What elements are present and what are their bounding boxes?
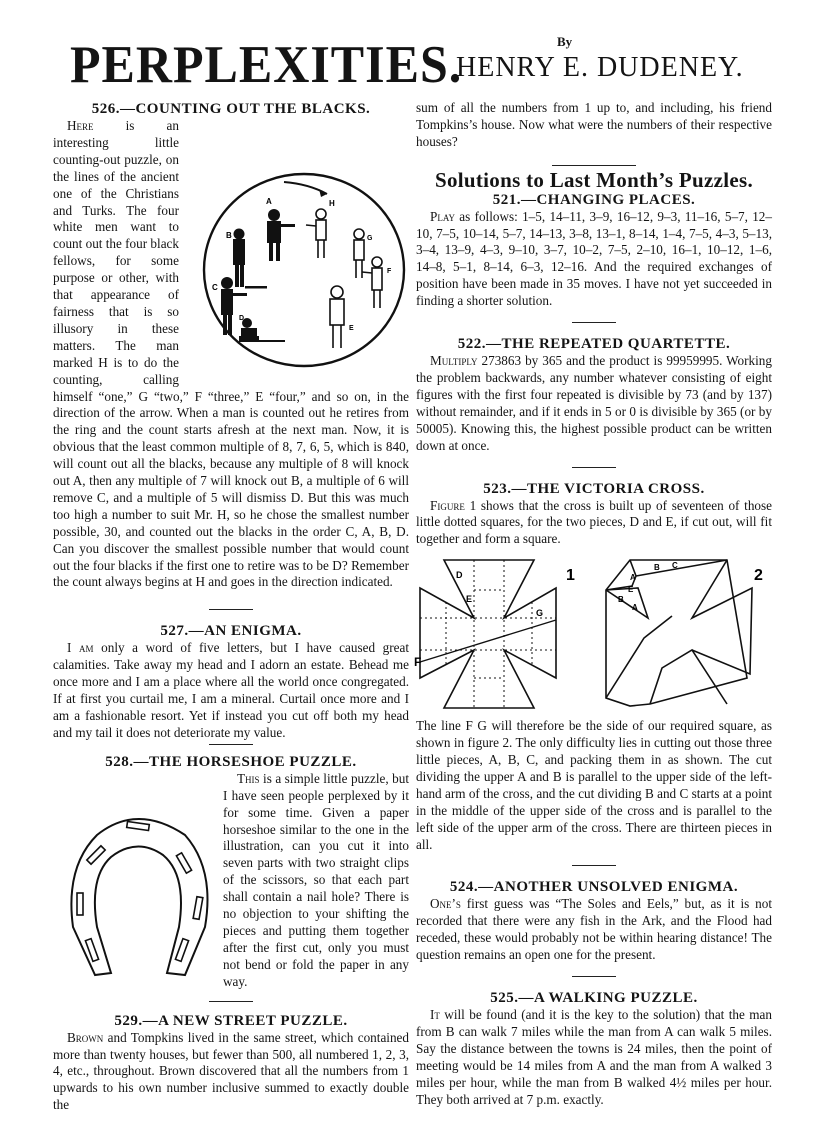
white-man-e xyxy=(330,286,344,348)
puzzle-526-lead: Here xyxy=(67,118,94,133)
puzzle-528 xyxy=(53,753,409,991)
solution-522-body: 273863 by 365 and the product is 99959995. Working the problem backwards, any number whatever consisting of eight figures with the first four repeated is divisible by 73 (and by 137) without remainder, and if it ends in 5 or 0 is divisible by 365 (or by 50005). Knowing this, the highest possible product can be written down at once. xyxy=(416,353,772,453)
figure-label-g: G xyxy=(367,235,373,242)
black-man-a xyxy=(267,209,295,261)
cross-label-g: G xyxy=(536,608,544,619)
puzzle-529-lead: Brown xyxy=(67,1029,104,1045)
puzzle-526-text xyxy=(53,118,409,591)
figure-label-f: F xyxy=(387,268,392,275)
white-man-g xyxy=(354,229,364,278)
solutions-heading: Solutions to Last Month’s Puzzles. xyxy=(434,167,754,192)
solution-524 xyxy=(416,878,772,964)
byline-by: By xyxy=(557,34,573,49)
section-divider xyxy=(209,1001,253,1002)
solution-523-text-1 xyxy=(416,498,772,549)
puzzle-529-body: and Tompkins lived in the same street, which contained more than twenty houses, but fewer than 500, all numbered 1, 2, 3, 4, etc., throughout. Brown discovered that all the numbers from 1 upwards to his own number inclusive summed to exactly double the xyxy=(53,1029,409,1113)
horseshoe-figure xyxy=(53,807,213,982)
puzzle-526-body: is an interesting little counting-out puzzle, on the lines of the ancient one of the Christians and Turks. The four white men want to count out the four black fellows, for some purpose or other, with that appearance of fairness that is so illusory in these matters. The man marked H is to do the counting, calling himself “one,” G “two,” F “three,” E “four,” and so on, in the direction of the arrow. When a man is counted out he retires from the ring and the count starts afresh at the next man. Now, it is obvious that the least common multiple of 8, 7, 6, 5, which is 840, will count out all the blacks, because any multiple of 8 will knock out A, then any multiple of 7 will knock out B, a multiple of 6 will remove C, and a multiple of 5 will dismiss D. But this was much too high a number to suit Mr. H, so he chose the smallest number possible, 30, and counted out the blacks in the order C, A, B, D. Can you discover the smallest possible number that would count out the four blacks if the first one to retire was to be D? Remember the count always begins at H and goes in the direction indicated. xyxy=(53,118,409,590)
cross-figure-2 xyxy=(602,558,772,708)
puzzle-527-heading: 527.—AN ENIGMA. xyxy=(160,623,302,640)
section-divider xyxy=(572,322,616,323)
solution-523-text-2: The line F G will therefore be the side of our required square, as shown in figure 2. The only difficulty lies in cutting out those three little pieces, A, B, C, and packing them in as shown. The cut dividing the upper A and B is parallel to the upper side of the left-hand arm of the cross, and the cut dividing B and C starts at a point in the middle of the upper side of the cross and is parallel to the left side of the upper arm of the cross. There are thirteen pieces in all. xyxy=(416,718,772,852)
puzzle-526 xyxy=(53,100,409,591)
figure-label-b: B xyxy=(226,231,232,240)
puzzle-526-heading: 526.—COUNTING OUT THE BLACKS. xyxy=(91,101,371,117)
solution-522-lead: Multiply xyxy=(430,353,478,369)
figure-label-h: H xyxy=(329,199,335,208)
section-divider xyxy=(209,744,253,745)
black-man-d xyxy=(239,318,285,342)
puzzle-527-text xyxy=(53,640,409,741)
cross2-label-a2: A xyxy=(632,603,638,613)
section-divider xyxy=(572,865,616,866)
cross-figure-1 xyxy=(416,558,586,708)
solution-522-text xyxy=(416,353,772,454)
section-divider xyxy=(552,165,636,166)
solution-524-heading: 524.—ANOTHER UNSOLVED ENIGMA. xyxy=(449,879,739,896)
cross2-label-c: C xyxy=(672,561,678,571)
solution-523-lead: Figure xyxy=(430,497,465,513)
puzzle-528-body: is a simple little puzzle, but I have seen people perplexed by it for some time. Given a paper horseshoe similar to the one in the illustration, can you cut it into seven parts with two straight clips of the scissors, so that each part shall contain a nail hole? There is no objection to your shifting the pieces and putting them together after the first cut, only you must not bend or fold the paper in any way. xyxy=(223,770,409,989)
solution-525-heading: 525.—A WALKING PUZZLE. xyxy=(490,990,698,1007)
right-column xyxy=(416,100,772,1109)
solution-525-body: will be found (and it is the key to the solution) that the man from B can walk 7 miles while the man from A can walk 5 miles. Say the distance between the towns is 24 miles, then the point of meeting would be 14 miles from A and the man from A walked 3 miles per hour, while the man from B walked 4½ miles per hour. They both arrived at 7 p.m. exactly. xyxy=(416,1007,772,1107)
solution-521-text xyxy=(416,209,772,310)
section-divider xyxy=(572,467,616,468)
figure-label-c: C xyxy=(212,283,218,292)
solution-523-heading: 523.—THE VICTORIA CROSS. xyxy=(483,480,705,497)
solution-521-heading: 521.—CHANGING PLACES. xyxy=(492,191,696,208)
puzzle-527 xyxy=(53,622,409,741)
cross-label-f: F xyxy=(414,655,422,670)
cross2-label-b: B xyxy=(654,563,660,573)
solution-521-lead: Play xyxy=(430,208,456,224)
puzzle-528-heading: 528.—THE HORSESHOE PUZZLE. xyxy=(105,753,357,770)
page-title: PERPLEXITIES. xyxy=(70,34,463,94)
white-man-h xyxy=(306,209,326,258)
solution-521-body: as follows: 1–5, 14–11, 3–9, 16–12, 9–3, 11–16, 5–7, 12–10, 7–5, 10–14, 5–7, 14–13, 3–8, 13–1, 8–14, 1–4, 7–5, 4–3, 5–13, 3–4, 13–9, 4–3, 9–10, 3–7, 10–2, 7–5, 2–10, 16–1, 10–12, 1–6, 14–8, 5–1, 8–14, 6–3, 12–16. And the required exchanges of position have been made in 35 moves. I have not yet succeeded in finding a shorter solution. xyxy=(416,208,772,309)
section-divider xyxy=(572,976,616,977)
horseshoe-outline xyxy=(71,819,207,975)
solution-524-lead: One’s xyxy=(430,896,461,912)
figure-label-e: E xyxy=(349,325,354,332)
solution-525-lead: It xyxy=(430,1007,440,1023)
victoria-cross-figures xyxy=(416,558,772,708)
solution-522 xyxy=(416,335,772,454)
left-column xyxy=(53,100,409,1114)
cross2-label-e: E xyxy=(628,585,634,595)
black-man-b xyxy=(233,229,267,289)
puzzle-529-heading: 529.—A NEW STREET PUZZLE. xyxy=(114,1012,348,1029)
cross2-label-b2: B xyxy=(618,595,624,605)
puzzle-528-text xyxy=(53,771,409,991)
cross2-label-a: A xyxy=(630,573,636,583)
solution-523 xyxy=(416,480,772,854)
puzzle-527-body: only a word of five letters, but I have caused great calamities. Take away my head and I adorn an estate. Behead me once more and I am a place where all the world once congregated. If at first you curtail me, I am a mineral. Curtail once more and I am a fashionable resort. Yet if instead you cut off both my head and my tail it does not deteriorate my value. xyxy=(53,640,409,740)
solution-525-text xyxy=(416,1007,772,1108)
puzzle-528-lead: This xyxy=(237,770,260,786)
white-man-f xyxy=(362,257,382,308)
author-name: HENRY E. DUDENEY. xyxy=(456,52,744,83)
puzzle-527-lead: I am xyxy=(67,640,94,656)
cross-label-e: E xyxy=(466,594,473,605)
puzzle-529-continued: sum of all the numbers from 1 up to, and including, his friend Tompkins’s house. Now what were the numbers of their respective houses? xyxy=(416,100,772,149)
puzzle-529 xyxy=(53,1012,409,1115)
section-divider xyxy=(209,609,253,610)
solution-522-heading: 522.—THE REPEATED QUARTETTE. xyxy=(457,336,731,353)
solution-523-body-1: 1 shows that the cross is built up of seventeen of those little dotted squares, for the two pieces, D and E, if cut out, will fit together and form a square. xyxy=(416,497,772,547)
puzzle-529-text xyxy=(53,1030,409,1115)
solution-524-body: first guess was “The Soles and Eels,” but, as it is not recorded that there were any fish in the Ark, and the Flood had receded, these would probably not be within hearing distance! The question remains an open one for the present. xyxy=(416,896,772,963)
solution-524-text xyxy=(416,896,772,964)
cross-label-d: D xyxy=(456,570,463,581)
counting-circle-figure xyxy=(185,170,409,375)
solution-521 xyxy=(416,191,772,310)
figure-label-a: A xyxy=(266,197,272,206)
figure-number-1: 1 xyxy=(566,567,575,585)
solution-525 xyxy=(416,989,772,1108)
figure-label-d: D xyxy=(239,315,245,322)
figure-number-2: 2 xyxy=(754,567,763,585)
